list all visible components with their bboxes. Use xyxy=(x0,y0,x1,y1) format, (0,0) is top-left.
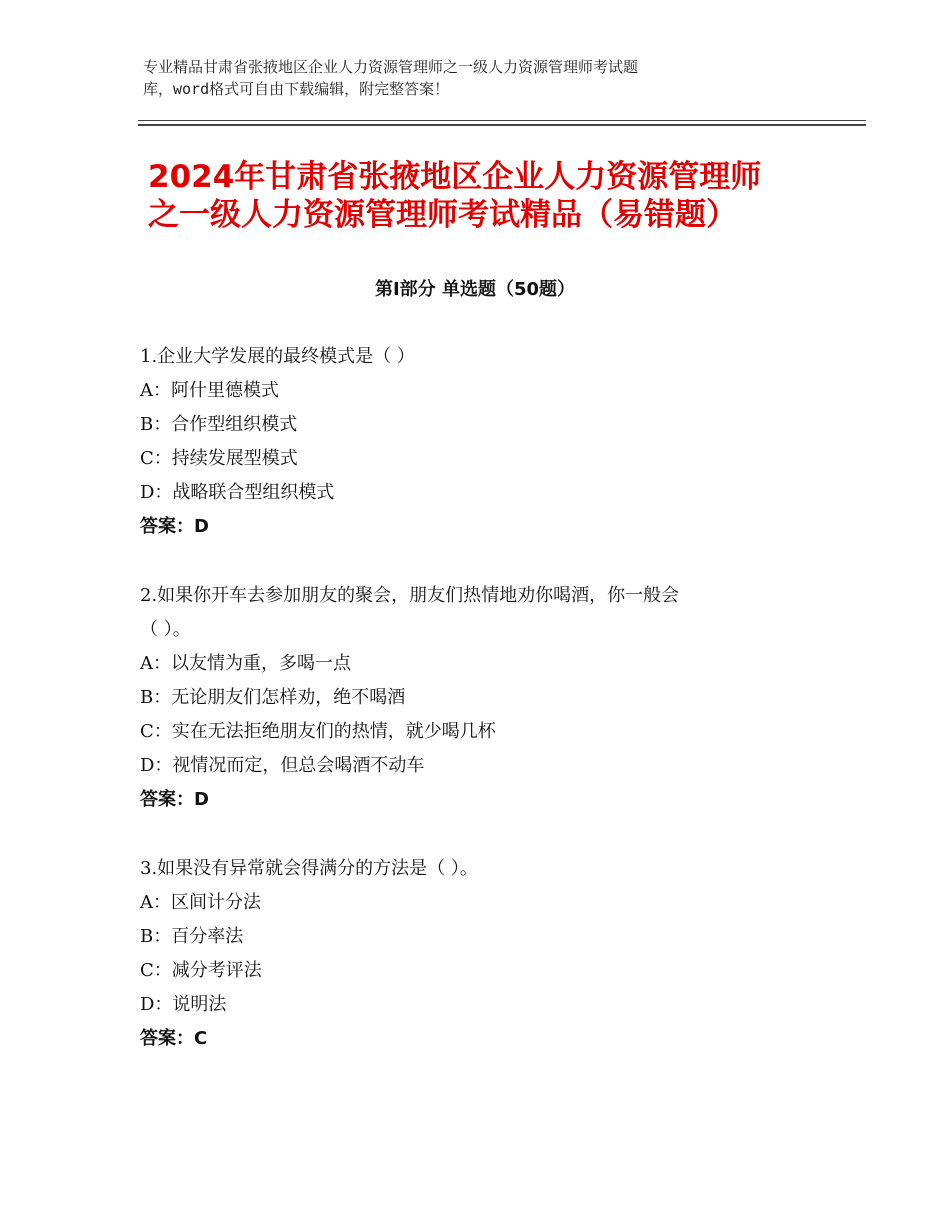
answer: 答案：C xyxy=(140,1028,208,1049)
question-stem: 3.如果没有异常就会得满分的方法是（ ）。 xyxy=(140,858,478,879)
question-stem-continued: （ ）。 xyxy=(140,619,191,640)
header-note xyxy=(143,56,793,100)
header-note-line-2: 库，word格式可自由下载编辑，附完整答案！ xyxy=(143,80,450,98)
option-b: B：无论朋友们怎样劝，绝不喝酒 xyxy=(140,687,406,708)
option-c: C：持续发展型模式 xyxy=(140,448,298,469)
header-divider-thin xyxy=(138,120,866,121)
question-2 xyxy=(140,579,820,817)
question-1 xyxy=(140,340,820,544)
answer: 答案：D xyxy=(140,516,209,537)
answer: 答案：D xyxy=(140,789,209,810)
option-d: D：视情况而定，但总会喝酒不动车 xyxy=(140,755,425,776)
option-a: A：以友情为重，多喝一点 xyxy=(140,653,351,674)
option-b: B：合作型组织模式 xyxy=(140,414,298,435)
option-b: B：百分率法 xyxy=(140,926,244,947)
document-title xyxy=(148,158,848,234)
document-title-line-2: 之一级人力资源管理师考试精品（易错题） xyxy=(148,197,737,233)
option-a: A：区间计分法 xyxy=(140,892,261,913)
section-title: 第Ⅰ部分 单选题（50题） xyxy=(374,279,575,300)
option-c: C：减分考评法 xyxy=(140,960,262,981)
header-divider-thick xyxy=(138,124,866,126)
header-note-line-1: 专业精品甘肃省张掖地区企业人力资源管理师之一级人力资源管理师考试题 xyxy=(143,58,639,76)
option-a: A：阿什里德模式 xyxy=(140,380,279,401)
question-stem: 2.如果你开车去参加朋友的聚会，朋友们热情地劝你喝酒，你一般会 xyxy=(140,585,680,606)
question-3 xyxy=(140,852,820,1056)
question-stem: 1.企业大学发展的最终模式是（ ） xyxy=(140,346,415,367)
option-d: D：战略联合型组织模式 xyxy=(140,482,335,503)
document-title-line-1: 2024年甘肃省张掖地区企业人力资源管理师 xyxy=(148,159,762,195)
option-d: D：说明法 xyxy=(140,994,227,1015)
option-c: C：实在无法拒绝朋友们的热情，就少喝几杯 xyxy=(140,721,496,742)
